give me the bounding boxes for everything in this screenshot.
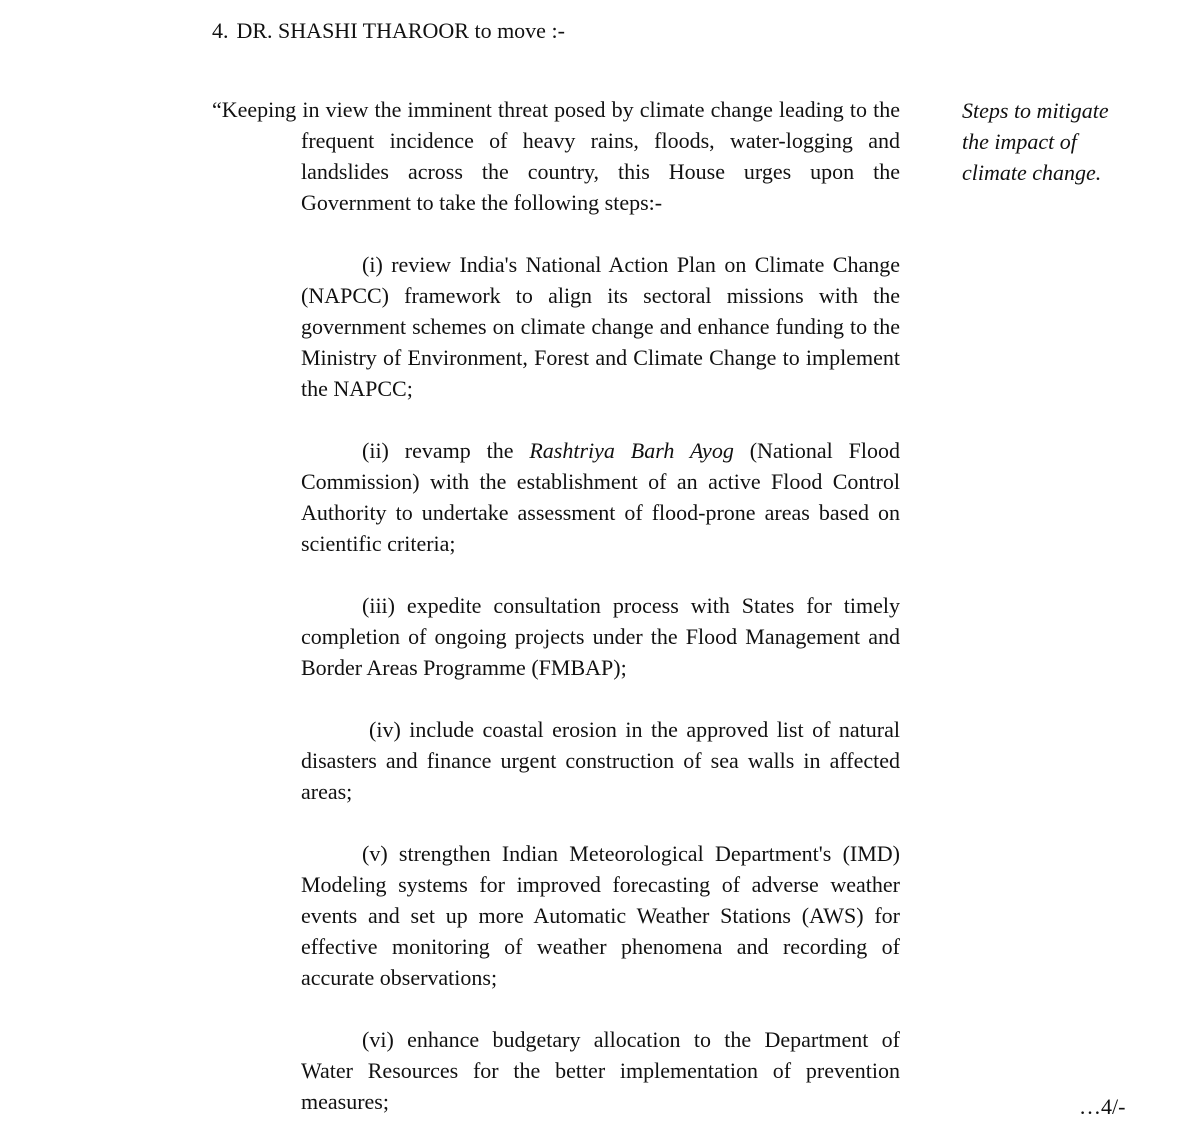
step-text: strengthen Indian Meteorological Department's (IMD) Modeling systems for improved forecasting of adverse weather events and set up more Automatic Weather Stations (AWS) for effective monitoring of weather phenomena and recording of accurate observations; [301, 841, 900, 990]
step-label: (v) [362, 841, 388, 866]
margin-note [962, 95, 1132, 188]
margin-note-line: the impact of [962, 129, 1077, 154]
step-item-3 [301, 590, 900, 683]
step-label: (iii) [362, 593, 395, 618]
step-text: enhance budgetary allocation to the Department of Water Resources for the better implementation of prevention measures; [301, 1027, 900, 1114]
step-text-continued: (National Flood Commission) with the establishment of an active Flood Control Authority to undertake assessment of flood-prone areas based on scientific criteria; [301, 438, 900, 556]
step-item-6 [301, 1024, 900, 1117]
step-label: (vi) [362, 1027, 394, 1052]
motion-heading [212, 15, 565, 46]
step-label: (i) [362, 252, 383, 277]
step-item-4 [301, 714, 900, 807]
step-text: review India's National Action Plan on Climate Change (NAPCC) framework to align its sectoral missions with the government schemes on climate change and enhance funding to the Ministry of Environment, Forest and Climate Change to implement the NAPCC; [301, 252, 901, 401]
step-italic-term: Rashtriya Barh Ayog [529, 438, 734, 463]
mover-name: DR. SHASHI THAROOR to move :- [236, 18, 565, 43]
step-text: expedite consultation process with States for timely completion of ongoing projects under the Flood Management and Border Areas Programme (FMBAP); [301, 593, 900, 680]
resolution-intro: “Keeping in view the imminent threat posed by climate change leading to the frequent incidence of heavy rains, floods, water-logging and landslides across the country, this House urges upon the Government to take the following steps:- [212, 97, 900, 215]
margin-note-line: climate change. [962, 160, 1102, 185]
step-text: revamp the [404, 438, 530, 463]
motion-number: 4. [212, 18, 229, 43]
step-label: (ii) [362, 438, 389, 463]
margin-note-line: Steps to mitigate [962, 98, 1109, 123]
step-item-2 [301, 435, 900, 559]
page-continuation-marker: …4/- [1079, 1094, 1126, 1119]
step-item-5 [301, 838, 900, 993]
step-item-1 [301, 249, 900, 404]
step-text: include coastal erosion in the approved list of natural disasters and finance urgent construction of sea walls in affected areas; [301, 717, 900, 804]
resolution-text [212, 94, 900, 1117]
step-label: (iv) [369, 717, 401, 742]
